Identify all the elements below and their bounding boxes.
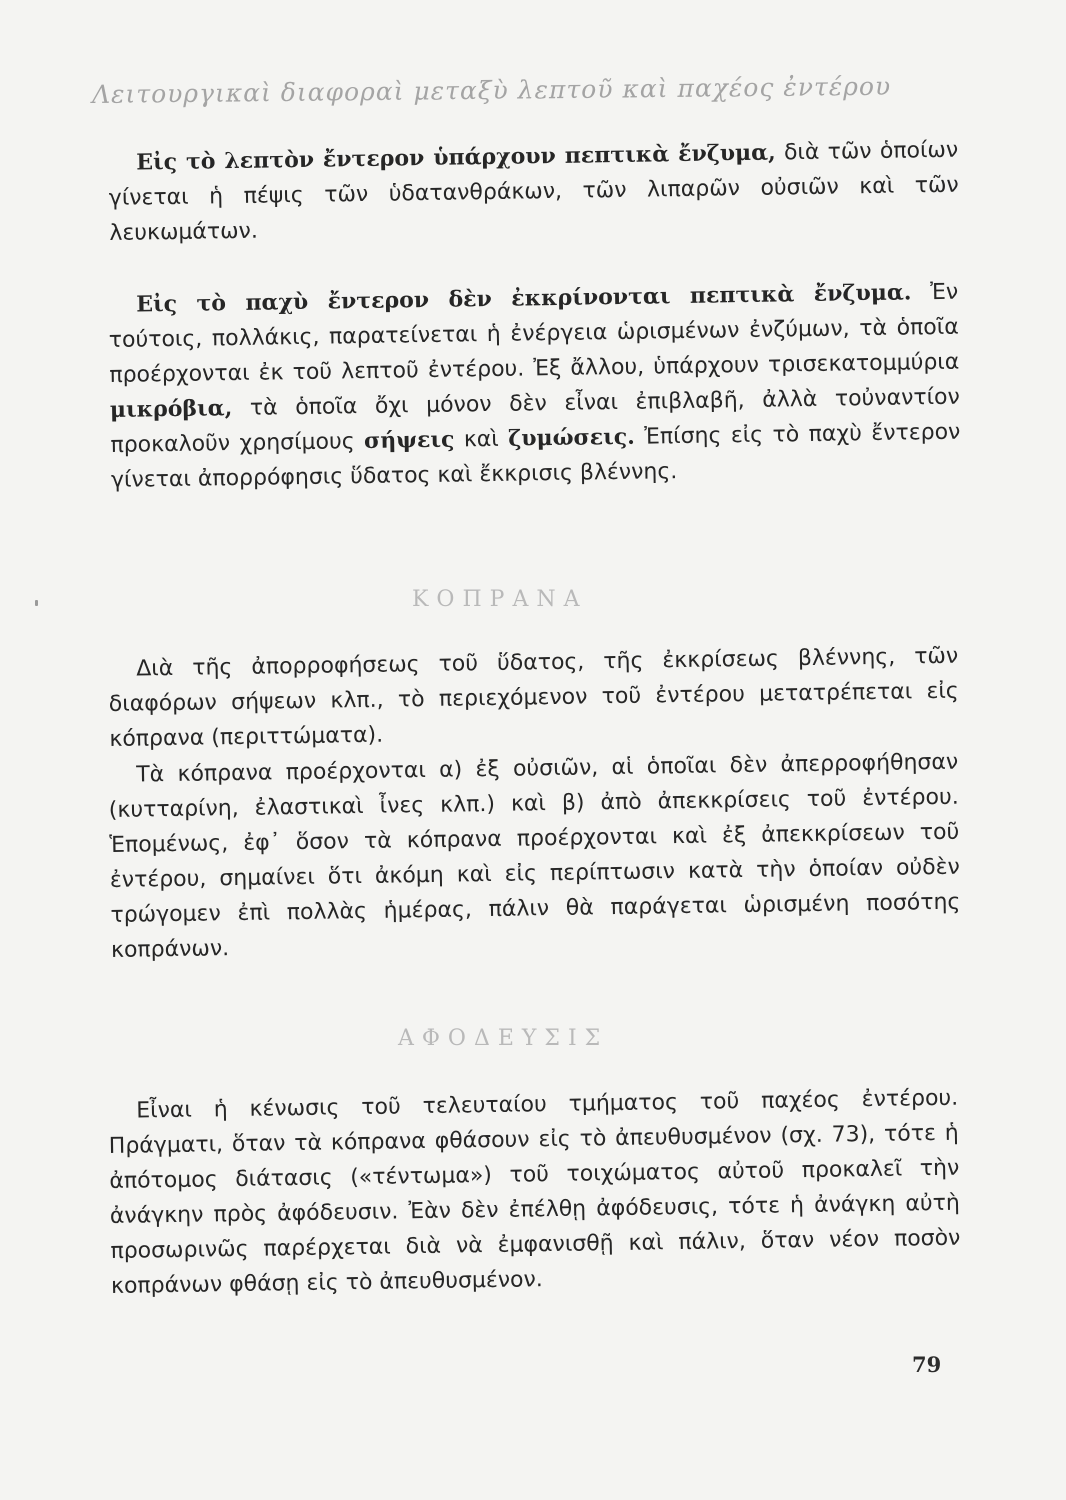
paragraph-feces-formation [108, 639, 960, 757]
paragraph-text: τὰ ὁποῖα ὄχι μόνον δὲν εἶναι ἐπιβλαβῆ, ἀλλὰ τοὐναντίον προκαλοῦν χρησίμους [110, 384, 961, 458]
paragraph-text: καὶ [454, 426, 509, 453]
bold-term-putrefaction: σήψεις [363, 426, 455, 454]
section-title-afodeusis: ΑΦΟΔΕΥΣΙΣ [398, 1026, 609, 1051]
page-number: 79 [912, 1352, 942, 1377]
bold-lead-phrase: Εἰς τὸ παχὺ ἔντερον δὲν ἐκκρίνονται πεπτικὰ ἔνζυμα. [136, 279, 912, 318]
paragraph-small-intestine-enzymes [108, 133, 960, 251]
scan-speck [35, 600, 38, 606]
bold-term-microbes: μικρόβια, [109, 395, 233, 423]
paragraph-text: διὰ τῶν ὁποίων γίνεται ἡ πέψις τῶν ὑδατανθράκων, τῶν λιπαρῶν οὐσιῶν καὶ τῶν λευκωμάτων. [108, 137, 959, 246]
paragraph-text: Ἐν τούτοις, πολλάκις, παρατείνεται ἡ ἐνέργεια ὡρισμένων ἐνζύμων, τὰ ὁποῖα προέρχονται ἐκ τοῦ λεπτοῦ ἐντέρου. Ἐξ ἄλλου, ὑπάρχουν τρισεκατομμύρια [108, 279, 960, 388]
paragraph-feces-origin [108, 745, 961, 968]
paragraph-large-intestine [108, 275, 961, 498]
paragraph-text: Εἶναι ἡ κένωσις τοῦ τελευταίου τμήματος τοῦ παχέος ἐντέρου. Πράγματι, ὅταν τὰ κόπρανα φθάσουν εἰς τὸ ἀπευθυσμένον (σχ. 73), τότε ἡ ἀπότομος διάτασις («τέντωμα») τοῦ τοιχώματος αὐτοῦ προκαλεῖ τὴν ἀνάγκην πρὸς ἀφόδευσιν. Ἐὰν δὲν ἐπέλθῃ ἀφόδευσις, τότε ἡ ἀνάγκη αὐτὴ προσωρινῶς παρέρχεται διὰ νὰ ἐμφανισθῇ καὶ πάλιν, ὅταν νέον ποσὸν κοπράνων φθάσῃ εἰς τὸ ἀπευθυσμένον. [108, 1085, 961, 1299]
paragraph-text: Τὰ κόπρανα προέρχονται α) ἐξ οὐσιῶν, αἱ ὁποῖαι δὲν ἀπερροφήθησαν (κυτταρίνη, ἐλαστικαὶ ἶνες κλπ.) καὶ β) ἀπὸ ἀπεκκρίσεις τοῦ ἐντέρου. Ἑπομένως, ἐφ᾽ ὅσον τὰ κόπρανα προέρχονται καὶ ἐξ ἀπεκκρίσεων τοῦ ἐντέρου, σημαίνει ὅτι ἀκόμη καὶ εἰς περίπτωσιν κατὰ τὴν ὁποίαν οὐδὲν τρώγομεν ἐπὶ πολλὰς ἡμέρας, πάλιν θὰ παράγεται ὡρισμένη ποσότης κοπράνων. [108, 749, 961, 963]
section-title-kοprana: ΚΟΠΡΑΝΑ [412, 587, 588, 612]
paragraph-defecation [108, 1081, 961, 1304]
bold-term-fermentation: ζυμώσεις. [508, 423, 636, 452]
paragraph-text: Ἐπίσης εἰς τὸ παχὺ ἔντερον γίνεται ἀπορρόφησις ὕδατος καὶ ἔκκρισις βλέννης. [110, 419, 961, 493]
bold-lead-phrase: Εἰς τὸ λεπτὸν ἔντερον ὑπάρχουν πεπτικὰ ἔνζυμα, [136, 139, 776, 176]
running-heading: Λειτουργικαὶ διαφοραὶ μεταξὺ λεπτοῦ καὶ παχέος ἐντέρου [91, 71, 892, 109]
paragraph-text: Διὰ τῆς ἀπορροφήσεως τοῦ ὕδατος, τῆς ἐκκρίσεως βλέννης, τῶν διαφόρων σήψεων κλπ., τὸ περιεχόμενον τοῦ ἐντέρου μετατρέπεται εἰς κόπρανα (περιττώματα). [108, 643, 959, 752]
